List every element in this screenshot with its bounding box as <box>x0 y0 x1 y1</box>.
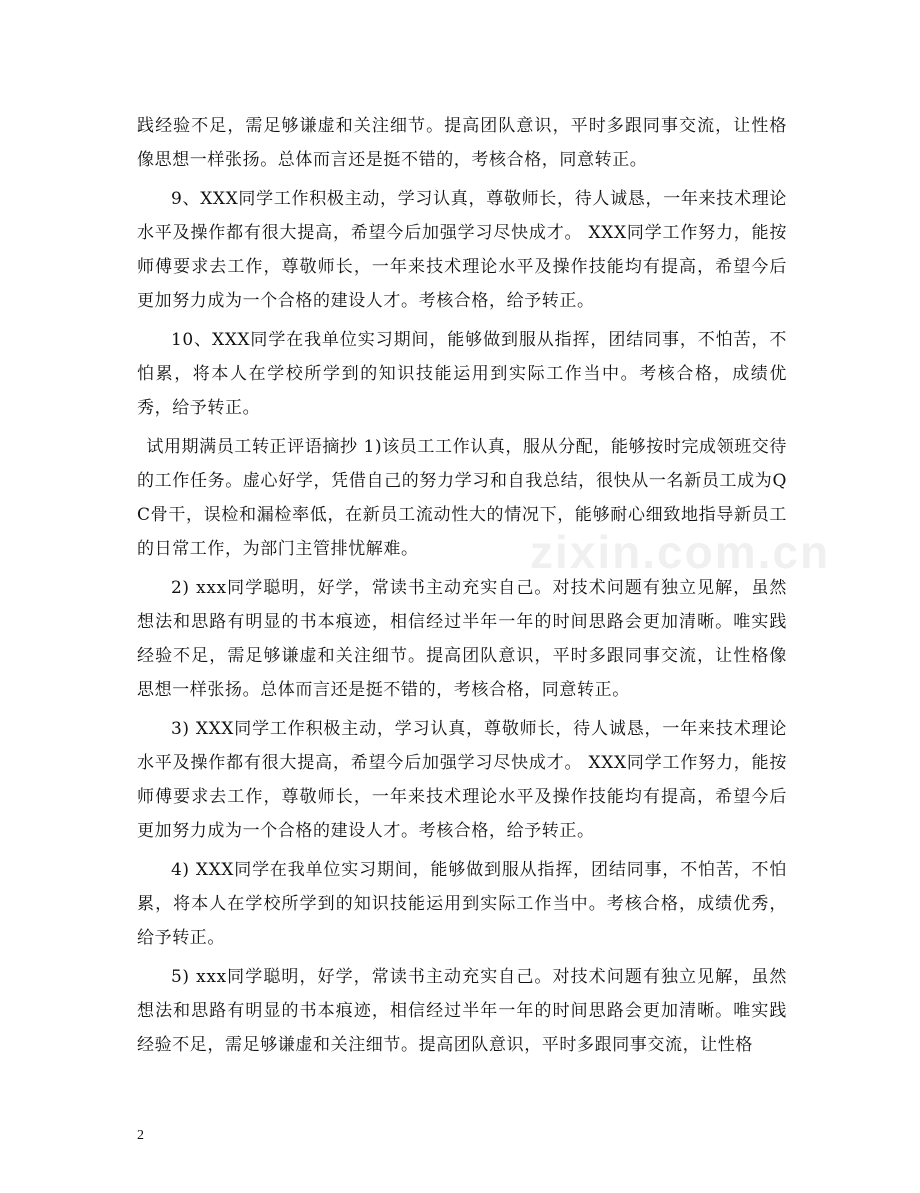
paragraph-item-2: 2) xxx同学聪明，好学，常读书主动充实自己。对技术问题有独立见解，虽然想法和思路有明显的书本痕迹，相信经过半年一年的时间思路会更加清晰。唯实践经验不足，需足够谦虚和关注细节。提高团队意识，平时多跟同事交流，让性格像思想一样张扬。总体而言还是挺不错的，考核合格，同意转正。 <box>137 578 787 700</box>
paragraph-item-4: 4) XXX同学在我单位实习期间，能够做到服从指挥，团结同事，不怕苦，不怕累，将本人在学校所学到的知识技能运用到实际工作当中。考核合格，成绩优秀，给予转正。 <box>137 860 787 948</box>
paragraph-item-9: 9、XXX同学工作积极主动，学习认真，尊敬师长，待人诚恳，一年来技术理论水平及操作都有很大提高，希望今后加强学习尽快成才。 XXX同学工作努力，能按师傅要求去工作，尊敬师长，一年来技术理论水平及操作技能均有提高，希望今后更加努力成为一个合格的建设人才。考核合格，给予转正。 <box>137 189 787 311</box>
paragraph-item-3: 3) XXX同学工作积极主动，学习认真，尊敬师长，待人诚恳，一年来技术理论水平及操作都有很大提高，希望今后加强学习尽快成才。 XXX同学工作努力，能按师傅要求去工作，尊敬师长，一年来技术理论水平及操作技能均有提高，希望今后更加努力成为一个合格的建设人才。考核合格，给予转正。 <box>137 719 787 841</box>
paragraph-section-excerpt: 试用期满员工转正评语摘抄 1)该员工工作认真，服从分配，能够按时完成领班交待的工作任务。虚心好学，凭借自己的努力学习和自我总结，很快从一名新员工成为QC骨干，误检和漏检率低，在新员工流动性大的情况下，能够耐心细致地指导新员工的日常工作，为部门主管排忧解难。 <box>137 437 787 559</box>
paragraph-item-10: 10、XXX同学在我单位实习期间，能够做到服从指挥，团结同事，不怕苦，不怕累，将本人在学校所学到的知识技能运用到实际工作当中。考核合格，成绩优秀，给予转正。 <box>137 330 787 418</box>
watermark: zixin.com.cn <box>530 526 831 578</box>
paragraph-continuation: 践经验不足，需足够谦虚和关注细节。提高团队意识，平时多跟同事交流，让性格像思想一样张扬。总体而言还是挺不错的，考核合格，同意转正。 <box>137 116 787 170</box>
page-number: 2 <box>137 1128 144 1143</box>
document-body <box>137 109 787 1067</box>
paragraph-item-5: 5) xxx同学聪明，好学，常读书主动充实自己。对技术问题有独立见解，虽然想法和思路有明显的书本痕迹，相信经过半年一年的时间思路会更加清晰。唯实践经验不足，需足够谦虚和关注细节。提高团队意识，平时多跟同事交流，让性格 <box>137 967 787 1055</box>
